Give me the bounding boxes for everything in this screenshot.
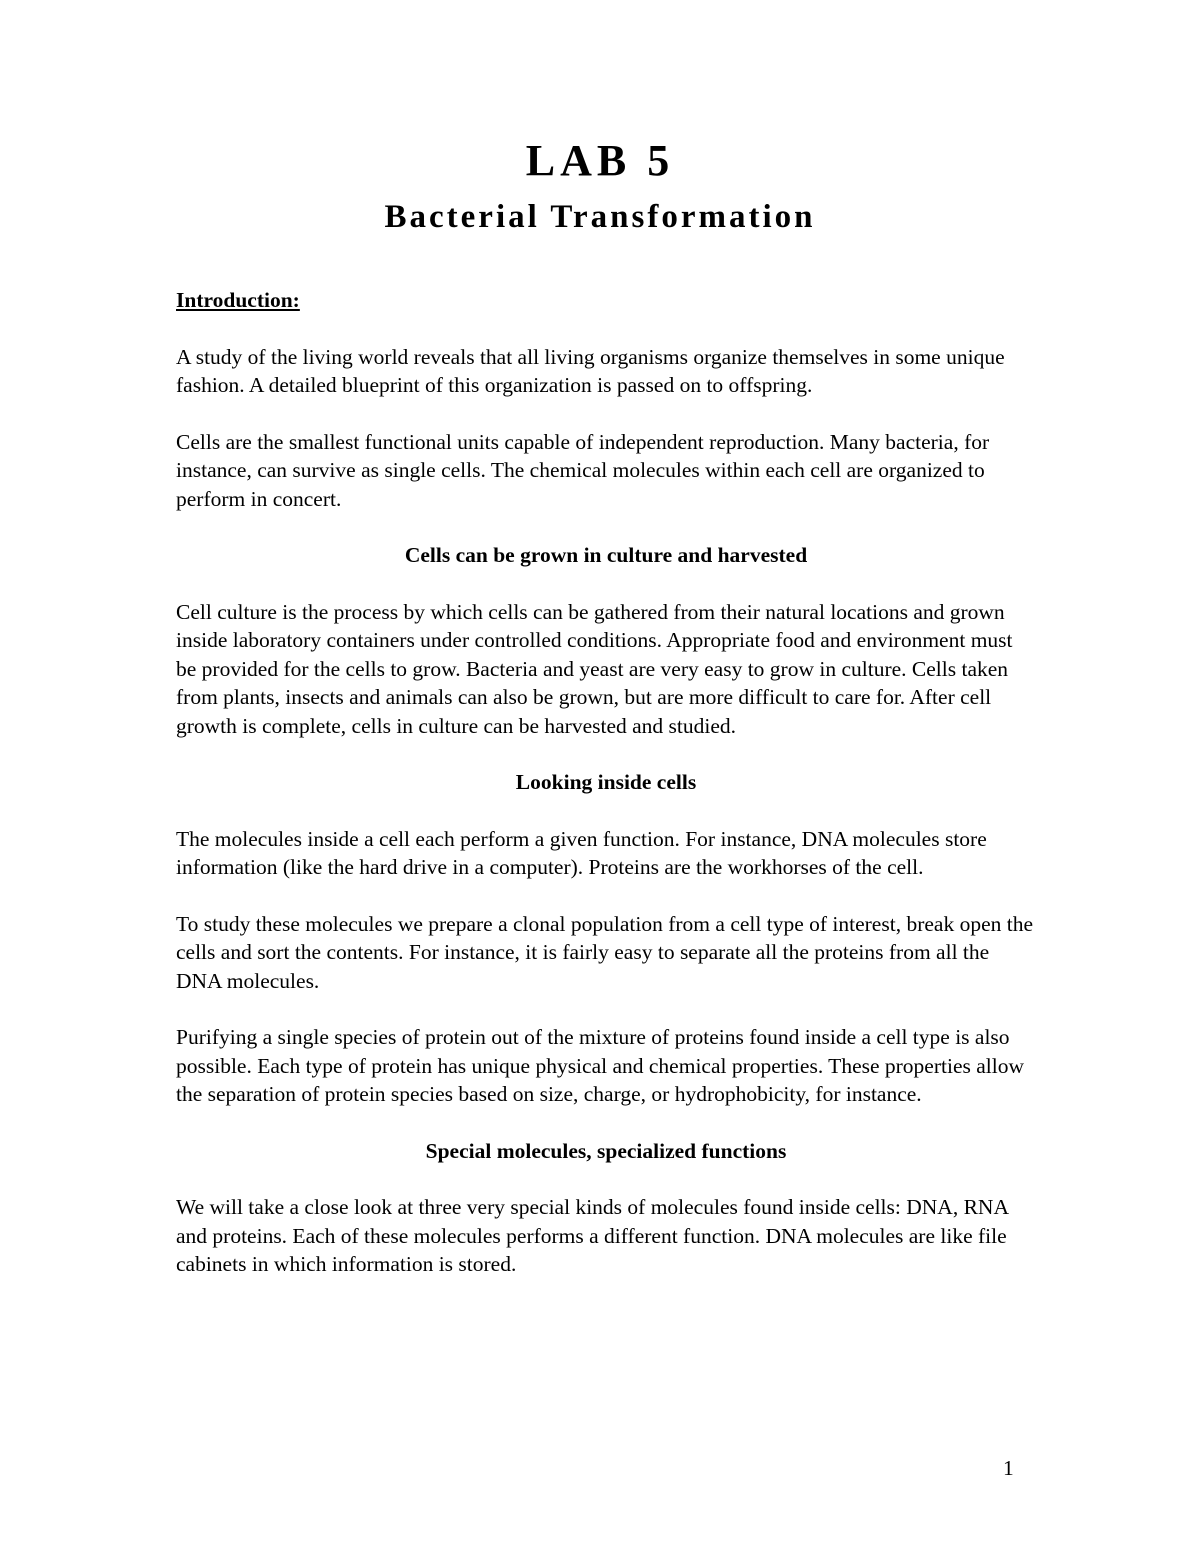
document-body: [176, 286, 1036, 1307]
introduction-heading: Introduction:: [176, 288, 300, 312]
section-heading-special-molecules: Special molecules, specialized functions: [425, 1138, 787, 1163]
page-subtitle: Bacterial Transformation: [384, 199, 816, 235]
section-heading-looking-inside: Looking inside cells: [515, 770, 697, 794]
section-paragraph: We will take a close look at three very special kinds of molecules found inside cells: DNA, RNA and proteins. Each of these molecules performs a different function. DNA molecules are like file cabinets in which information is stored.: [176, 1195, 1008, 1276]
section-paragraph: Purifying a single species of protein out of the mixture of proteins found inside a cell type is also possible. Each type of protein has unique physical and chemical properties. These properties allow the separation of protein species based on size, charge, or hydrophobicity, for instance.: [176, 1025, 1025, 1106]
page-number: 1: [1003, 1456, 1014, 1480]
page-title: LAB 5: [525, 136, 675, 185]
section-paragraph: The molecules inside a cell each perform a given function. For instance, DNA molecules store information (like the hard drive in a computer). Proteins are the workhorses of the cell.: [176, 826, 987, 879]
intro-paragraph: Cells are the smallest functional units capable of independent reproduction. Many bacteria, for instance, can survive as single cells. The chemical molecules within each cell are organized to perform in concert.: [176, 429, 990, 511]
section-paragraph: Cell culture is the process by which cells can be gathered from their natural locations and grown inside laboratory containers under controlled conditions. Appropriate food and environment must be provided for the cells to grow. Bacteria and yeast are very easy to grow in culture. Cells taken from plants, insects and animals can also be grown, but are more difficult to care for. After cell growth is complete, cells in culture can be harvested and studied.: [176, 599, 1013, 738]
intro-paragraph: A study of the living world reveals that all living organisms organize themselves in some unique fashion. A detailed blueprint of this organization is passed on to offspring.: [176, 344, 1005, 397]
section-paragraph: To study these molecules we prepare a clonal population from a cell type of interest, break open the cells and sort the contents. For instance, it is fairly easy to separate all the proteins from all the DNA molecules.: [176, 911, 1033, 993]
section-heading-cell-culture: Cells can be grown in culture and harvested: [404, 543, 808, 567]
